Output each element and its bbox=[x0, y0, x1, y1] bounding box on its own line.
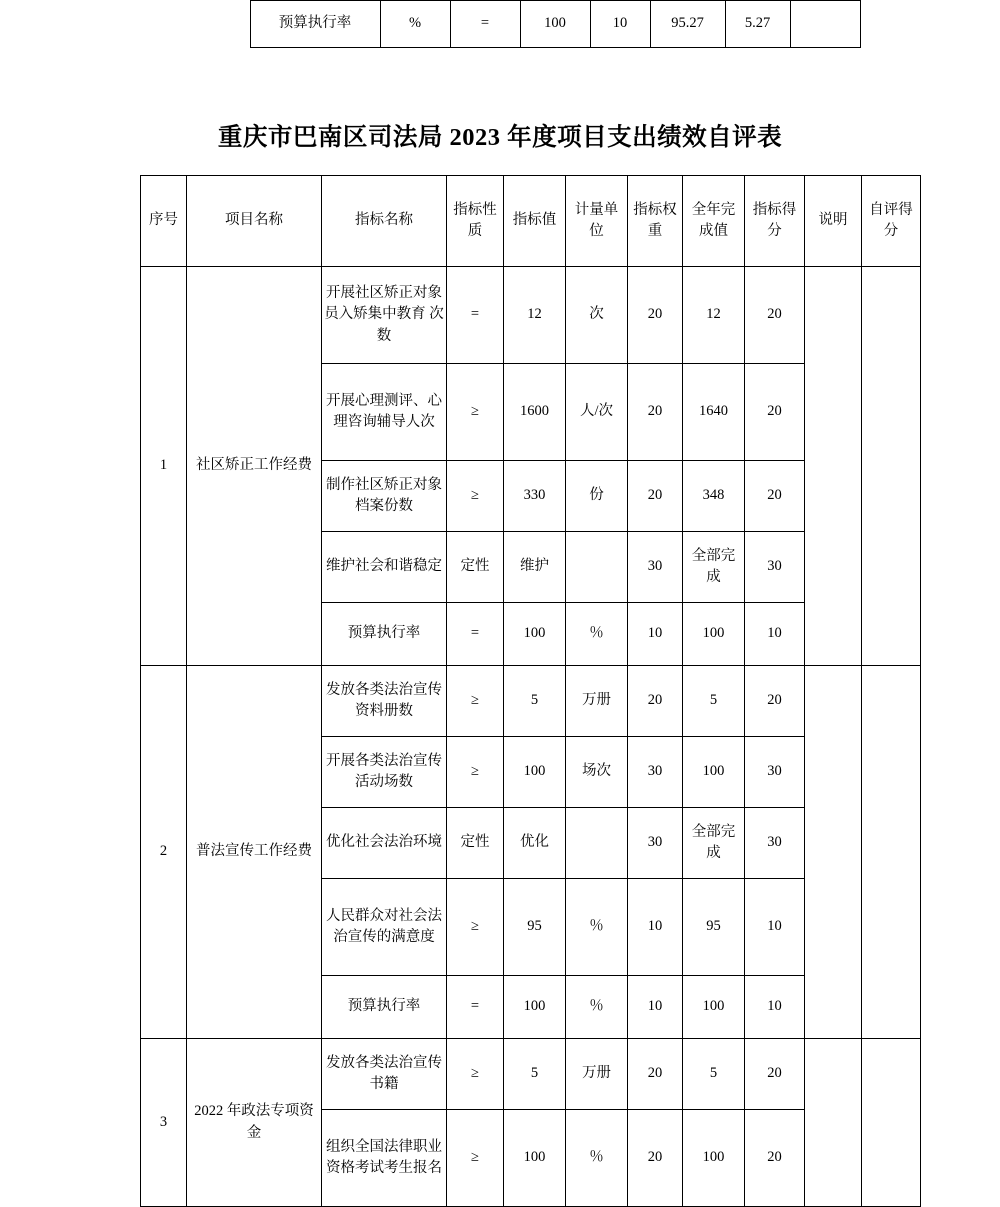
row-seq: 3 bbox=[141, 1039, 187, 1207]
row-indicator-value: 维护 bbox=[504, 532, 566, 603]
row-unit: 万册 bbox=[566, 666, 628, 737]
row-indicator-value: 95 bbox=[504, 879, 566, 976]
row-unit: 次 bbox=[566, 267, 628, 364]
row-indicator-value: 330 bbox=[504, 461, 566, 532]
row-completed-value: 100 bbox=[683, 1110, 745, 1207]
row-completed-value: 100 bbox=[683, 976, 745, 1039]
row-indicator-name: 发放各类法治宣传资料册数 bbox=[322, 666, 447, 737]
top-partial-table-wrapper bbox=[140, 0, 860, 48]
row-indicator-name: 开展各类法治宣传活动场数 bbox=[322, 737, 447, 808]
row-project-name: 普法宣传工作经费 bbox=[187, 666, 322, 1039]
row-indicator-nature: 定性 bbox=[447, 532, 504, 603]
row-weight: 30 bbox=[628, 737, 683, 808]
row-score: 30 bbox=[745, 737, 805, 808]
row-indicator-nature: = bbox=[447, 603, 504, 666]
row-note bbox=[805, 1039, 862, 1207]
top-row-weight: 10 bbox=[590, 1, 650, 48]
top-row-target-value: 100 bbox=[520, 1, 590, 48]
row-seq: 1 bbox=[141, 267, 187, 666]
row-weight: 30 bbox=[628, 808, 683, 879]
row-score: 20 bbox=[745, 461, 805, 532]
row-completed-value: 95 bbox=[683, 879, 745, 976]
row-weight: 10 bbox=[628, 976, 683, 1039]
row-completed-value: 1640 bbox=[683, 364, 745, 461]
row-indicator-value: 100 bbox=[504, 737, 566, 808]
row-indicator-nature: ≥ bbox=[447, 666, 504, 737]
row-self-score bbox=[862, 666, 921, 1039]
row-unit: 场次 bbox=[566, 737, 628, 808]
row-completed-value: 100 bbox=[683, 603, 745, 666]
row-indicator-name: 人民群众对社会法治宣传的满意度 bbox=[322, 879, 447, 976]
row-unit: ％ bbox=[566, 603, 628, 666]
top-row-unit: % bbox=[380, 1, 450, 48]
row-indicator-nature: 定性 bbox=[447, 808, 504, 879]
table-row bbox=[141, 666, 921, 737]
header-self-score: 自评得分 bbox=[862, 176, 921, 267]
row-unit bbox=[566, 808, 628, 879]
row-indicator-nature: = bbox=[447, 976, 504, 1039]
row-unit: ％ bbox=[566, 879, 628, 976]
row-indicator-name: 发放各类法治宣传书籍 bbox=[322, 1039, 447, 1110]
header-indicator-name: 指标名称 bbox=[322, 176, 447, 267]
row-unit bbox=[566, 532, 628, 603]
row-weight: 20 bbox=[628, 461, 683, 532]
row-indicator-value: 5 bbox=[504, 666, 566, 737]
row-seq: 2 bbox=[141, 666, 187, 1039]
row-indicator-nature: ≥ bbox=[447, 1039, 504, 1110]
row-weight: 30 bbox=[628, 532, 683, 603]
row-indicator-nature: ≥ bbox=[447, 737, 504, 808]
table-row bbox=[141, 267, 921, 364]
row-indicator-value: 100 bbox=[504, 603, 566, 666]
row-score: 20 bbox=[745, 364, 805, 461]
row-score: 20 bbox=[745, 267, 805, 364]
row-unit: 人/次 bbox=[566, 364, 628, 461]
top-row-score: 5.27 bbox=[725, 1, 790, 48]
row-indicator-value: 优化 bbox=[504, 808, 566, 879]
row-note bbox=[805, 267, 862, 666]
row-indicator-name: 预算执行率 bbox=[322, 976, 447, 1039]
row-note bbox=[805, 666, 862, 1039]
row-indicator-nature: ≥ bbox=[447, 364, 504, 461]
row-score: 20 bbox=[745, 666, 805, 737]
header-unit: 计量单位 bbox=[566, 176, 628, 267]
row-indicator-value: 100 bbox=[504, 976, 566, 1039]
row-weight: 20 bbox=[628, 1039, 683, 1110]
table-header-row bbox=[141, 176, 921, 267]
table-row bbox=[141, 1039, 921, 1110]
row-indicator-value: 12 bbox=[504, 267, 566, 364]
row-completed-value: 5 bbox=[683, 1039, 745, 1110]
row-indicator-name: 开展心理测评、心理咨询辅导人次 bbox=[322, 364, 447, 461]
row-indicator-name: 开展社区矫正对象员入矫集中教育 次数 bbox=[322, 267, 447, 364]
row-completed-value: 5 bbox=[683, 666, 745, 737]
row-indicator-name: 组织全国法律职业资格考试考生报名 bbox=[322, 1110, 447, 1207]
row-indicator-name: 预算执行率 bbox=[322, 603, 447, 666]
header-completed-value: 全年完成值 bbox=[683, 176, 745, 267]
row-weight: 20 bbox=[628, 364, 683, 461]
header-project-name: 项目名称 bbox=[187, 176, 322, 267]
row-self-score bbox=[862, 267, 921, 666]
row-score: 20 bbox=[745, 1110, 805, 1207]
row-indicator-value: 100 bbox=[504, 1110, 566, 1207]
row-completed-value: 全部完成 bbox=[683, 808, 745, 879]
row-weight: 20 bbox=[628, 666, 683, 737]
top-row-spacer bbox=[140, 1, 250, 48]
row-project-name: 2022 年政法专项资金 bbox=[187, 1039, 322, 1207]
header-indicator-value: 指标值 bbox=[504, 176, 566, 267]
row-weight: 10 bbox=[628, 603, 683, 666]
row-weight: 10 bbox=[628, 879, 683, 976]
header-seq: 序号 bbox=[141, 176, 187, 267]
top-row-nature: = bbox=[450, 1, 520, 48]
row-indicator-value: 5 bbox=[504, 1039, 566, 1110]
row-score: 10 bbox=[745, 976, 805, 1039]
row-score: 10 bbox=[745, 879, 805, 976]
top-row-note bbox=[790, 1, 860, 48]
row-unit: ％ bbox=[566, 976, 628, 1039]
row-indicator-nature: ≥ bbox=[447, 1110, 504, 1207]
row-unit: ％ bbox=[566, 1110, 628, 1207]
row-indicator-value: 1600 bbox=[504, 364, 566, 461]
header-score: 指标得分 bbox=[745, 176, 805, 267]
top-row-indicator-name: 预算执行率 bbox=[250, 1, 380, 48]
top-partial-table bbox=[140, 0, 861, 48]
top-row-completed-value: 95.27 bbox=[650, 1, 725, 48]
page-title: 重庆市巴南区司法局 2023 年度项目支出绩效自评表 bbox=[217, 124, 783, 151]
row-completed-value: 100 bbox=[683, 737, 745, 808]
row-score: 30 bbox=[745, 808, 805, 879]
header-indicator-nature: 指标性质 bbox=[447, 176, 504, 267]
row-indicator-name: 制作社区矫正对象档案份数 bbox=[322, 461, 447, 532]
header-weight: 指标权重 bbox=[628, 176, 683, 267]
row-weight: 20 bbox=[628, 267, 683, 364]
row-indicator-nature: ≥ bbox=[447, 461, 504, 532]
header-note: 说明 bbox=[805, 176, 862, 267]
row-self-score bbox=[862, 1039, 921, 1207]
row-completed-value: 348 bbox=[683, 461, 745, 532]
row-score: 30 bbox=[745, 532, 805, 603]
row-unit: 万册 bbox=[566, 1039, 628, 1110]
performance-self-evaluation-table bbox=[140, 175, 921, 1207]
row-completed-value: 12 bbox=[683, 267, 745, 364]
row-completed-value: 全部完成 bbox=[683, 532, 745, 603]
row-score: 20 bbox=[745, 1039, 805, 1110]
row-indicator-nature: = bbox=[447, 267, 504, 364]
row-unit: 份 bbox=[566, 461, 628, 532]
row-weight: 20 bbox=[628, 1110, 683, 1207]
row-project-name: 社区矫正工作经费 bbox=[187, 267, 322, 666]
table-row bbox=[140, 1, 860, 48]
row-score: 10 bbox=[745, 603, 805, 666]
row-indicator-nature: ≥ bbox=[447, 879, 504, 976]
row-indicator-name: 优化社会法治环境 bbox=[322, 808, 447, 879]
row-indicator-name: 维护社会和谐稳定 bbox=[322, 532, 447, 603]
